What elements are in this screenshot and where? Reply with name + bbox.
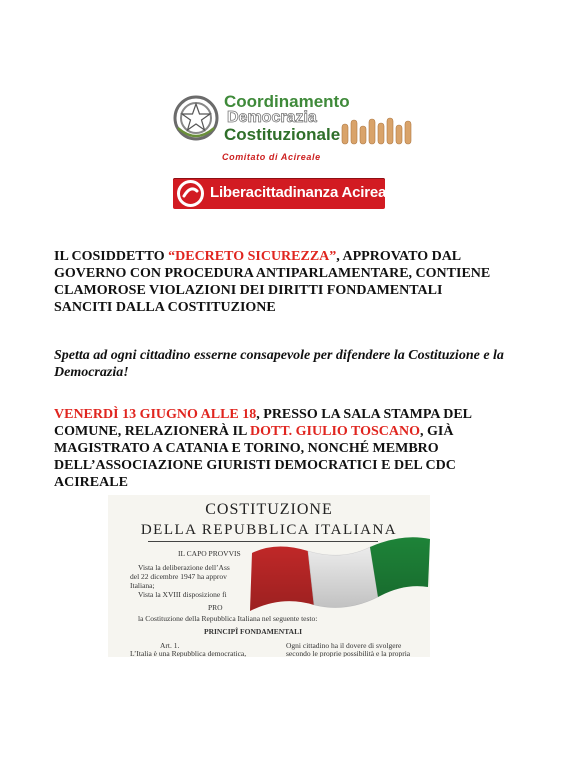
text-repubblica-democratica: L’Italia è una Repubblica democratica, (130, 649, 247, 657)
appeal-paragraph: Spetta ad ogni cittadino esserne consapevole per difendere la Costituzione e la Democrazia! (54, 348, 504, 380)
liberacittadinanza-banner (173, 178, 399, 209)
text-seguente-testo: la Costituzione della Repubblica Italiana nel seguente testo: (138, 614, 318, 623)
decreto-sicurezza-highlight: “DECRETO SICUREZZA” (168, 249, 337, 264)
constitution-subtitle: DELLA REPUBBLICA ITALIANA (140, 522, 398, 538)
banner-text: Liberacittadinanza Acireale (210, 184, 399, 201)
intro-text-end: , APPROVATO DAL GOVERNO CON PROCEDURA ANTIPARLAMENTARE, CONTIENE CLAMOROSE VIOLAZIONI DEI DIRITTI FONDAMENTALI SANCITI DALLA COSTITUZIONE (54, 249, 491, 315)
event-date: VENERDÌ 13 GIUGNO ALLE 18 (54, 407, 257, 422)
logo-line-costituzionale: Costituzionale (224, 125, 341, 144)
logo-line-coordinamento: Coordinamento (224, 92, 350, 111)
event-text-end: , GIÀ MAGISTRATO A CATANIA E TORINO, NONCHÉ MEMBRO DELL’ASSOCIAZIONE GIURISTI DEMOCRATICI E DEL CDC ACIREALE (54, 424, 456, 490)
intro-text-start: IL COSIDDETTO (54, 249, 169, 264)
raised-hands-icon (340, 116, 420, 146)
text-capo-provvisorio: IL CAPO PROVVIS (178, 549, 241, 558)
logo-subtitle: Comitato di Acireale (222, 152, 321, 162)
constitution-title: COSTITUZIONE (205, 501, 333, 518)
text-principi: PRINCIPÎ FONDAMENTALI (204, 627, 302, 636)
text-dicembre: del 22 dicembre 1947 ha approv (130, 572, 227, 581)
text-art-1: Art. 1. (160, 641, 180, 650)
text-disposizione: Vista la XVIII disposizione fi (138, 590, 227, 599)
intro-paragraph (54, 248, 504, 316)
event-text-start: , PRESSO LA SALA STAMPA DEL COMUNE, RELAZIONERÀ IL (54, 407, 472, 439)
text-possibilita: secondo le proprie possibilità e la propria (286, 649, 411, 657)
text-deliberazione: Vista la deliberazione dell’Ass (138, 563, 230, 572)
swirl-logo-icon (176, 179, 205, 208)
italian-flag-icon (246, 525, 430, 615)
cdc-logo (172, 92, 422, 168)
constitution-image (108, 495, 430, 657)
text-italiana: Italiana; (130, 581, 155, 590)
text-promulga: PRO (208, 603, 223, 612)
event-paragraph (54, 406, 504, 491)
logo-line-democrazia: Democrazia (227, 109, 317, 126)
text-dovere: Ogni cittadino ha il dovere di svolgere (286, 641, 402, 650)
speaker-name: DOTT. GIULIO TOSCANO (250, 424, 421, 439)
italian-republic-emblem-icon (172, 94, 220, 142)
